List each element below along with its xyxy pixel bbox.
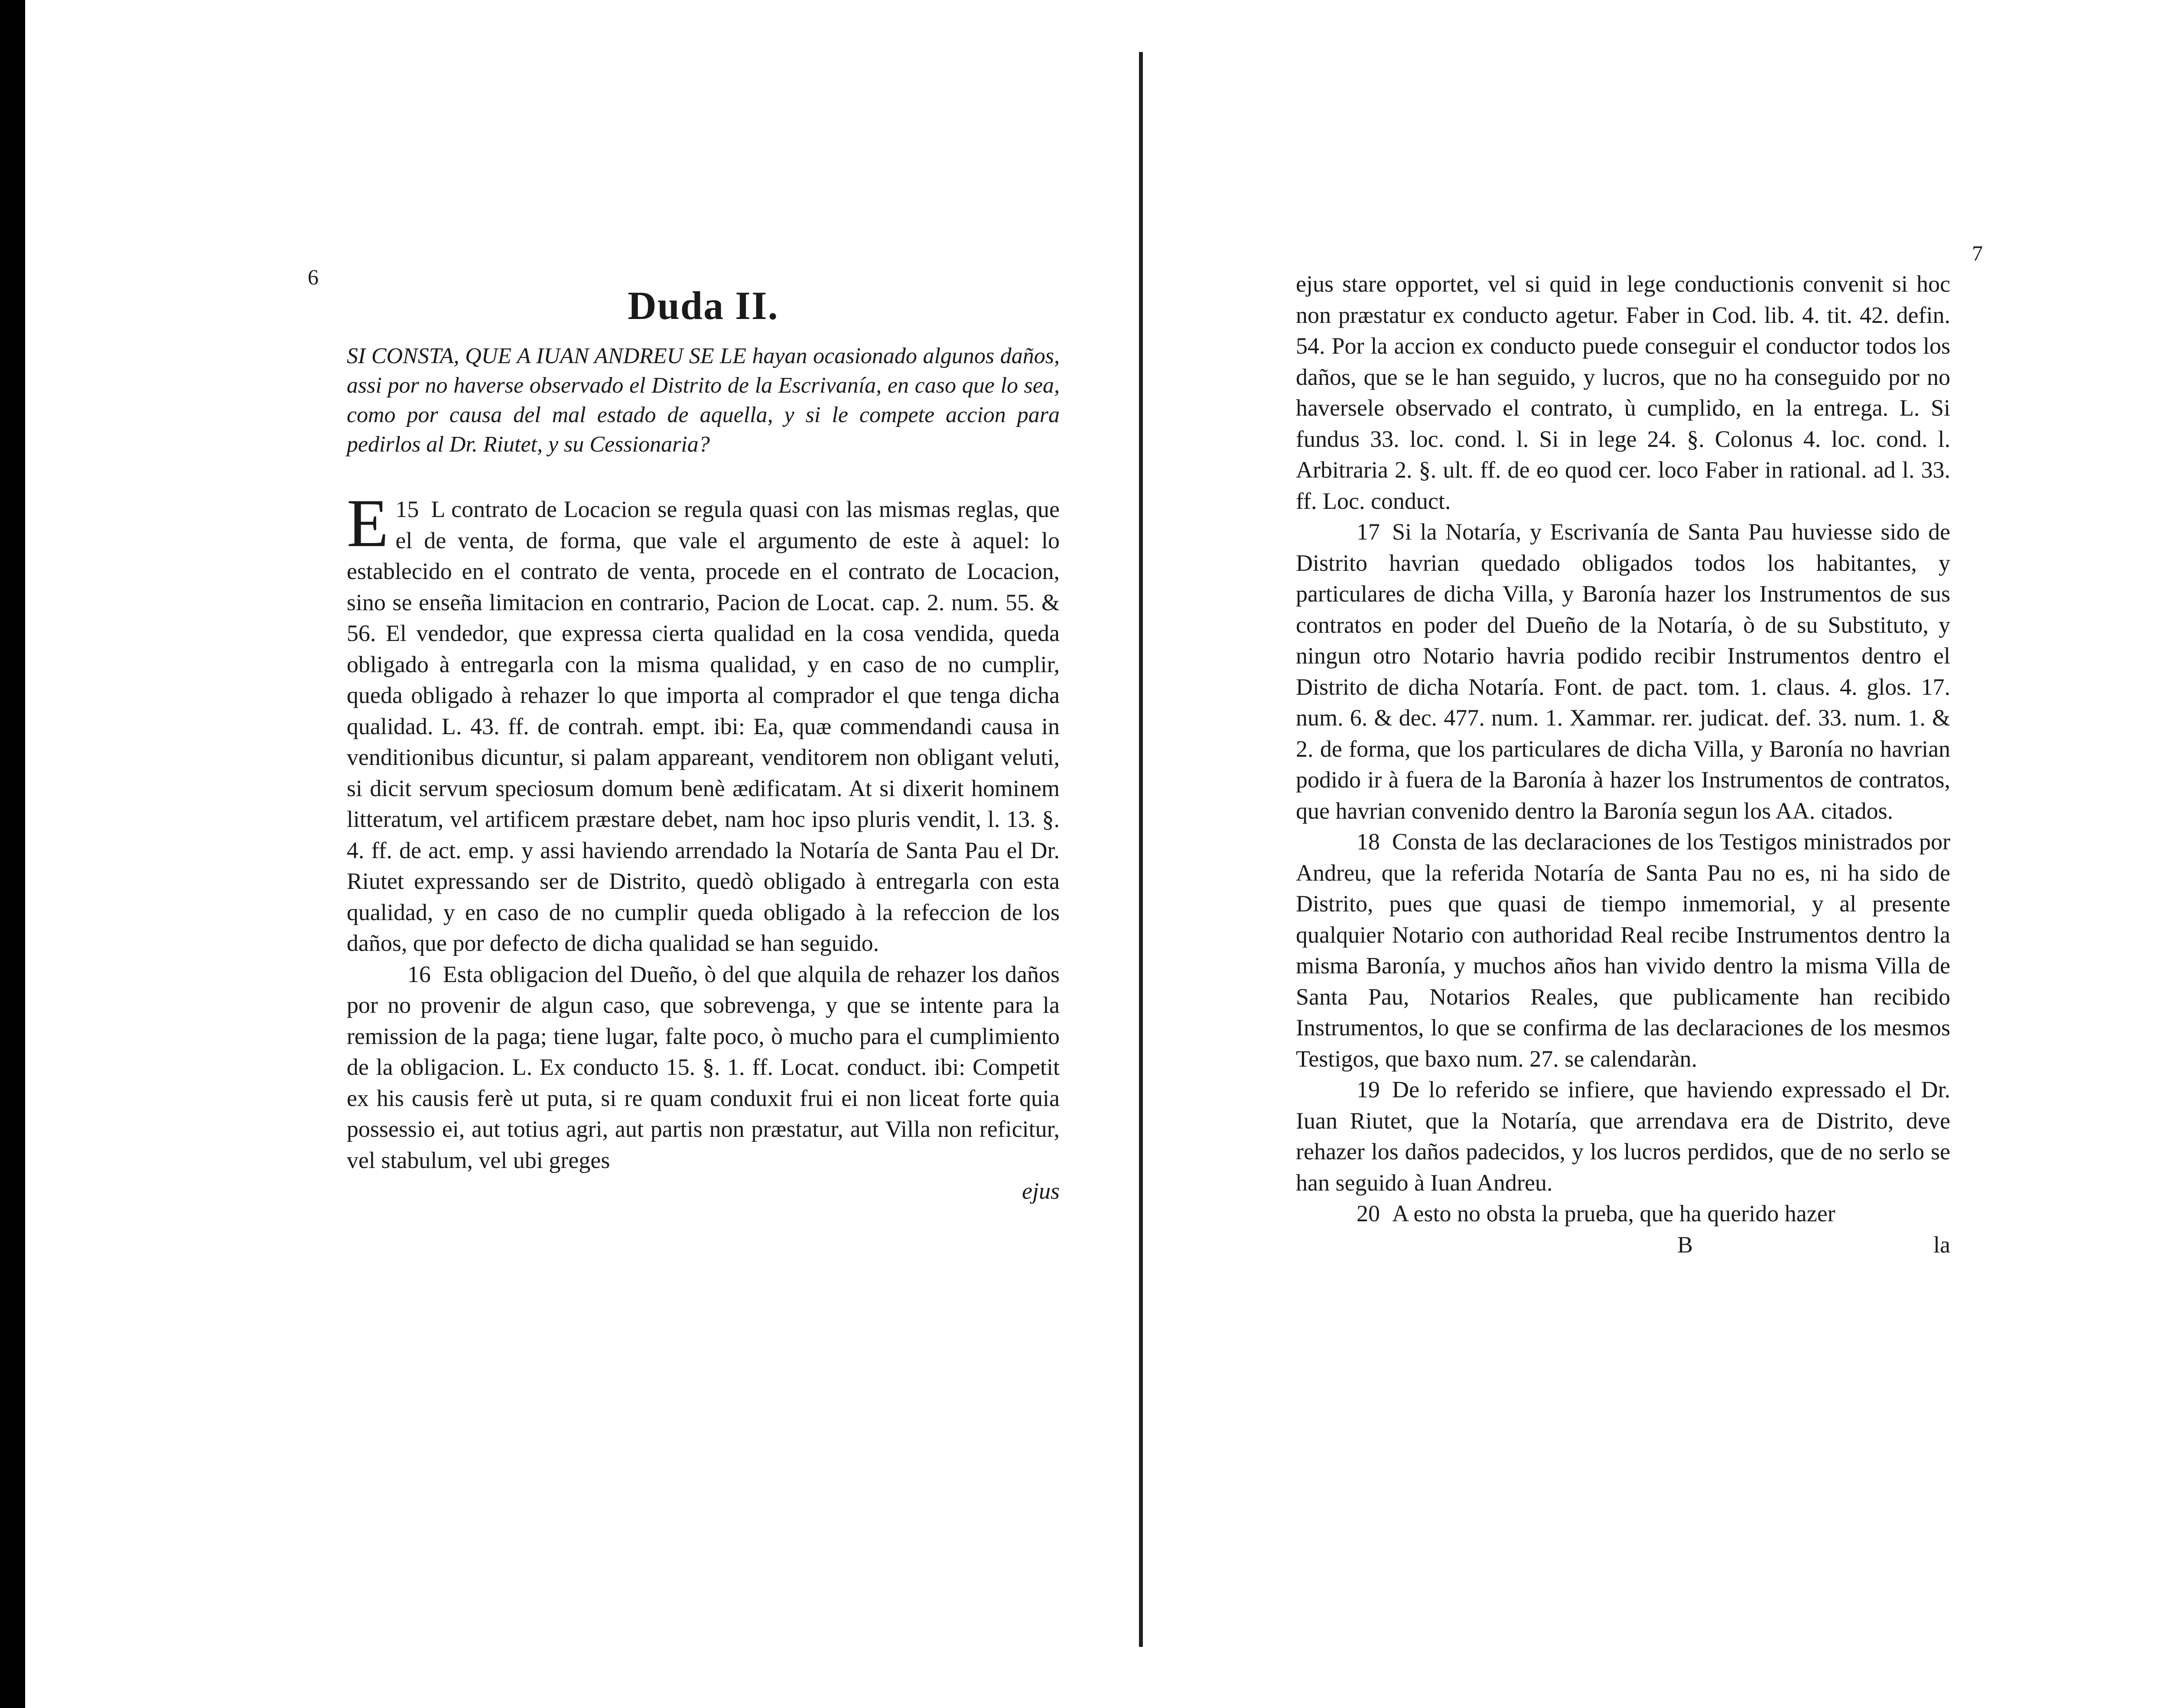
paragraph-number: 19 [1357, 1077, 1380, 1103]
paragraph-text: Esta obligacion del Dueño, ò del que alquila de rehazer los daños por no provenir de algun caso, que sobrevenga, y que se intente para la remission de la paga; tiene lugar, falte poco, ò mucho para el cumplimiento de la obligacion. L. Ex conducto 15. §. 1. ff. Locat. conduct. ibi: Competit ex his causis ferè ut puta, si re quam conduxit frui ei non liceat forte quia possessio ei, aut totius agri, aut partis non præstatur, aut Villa non reficitur, vel stabulum, vel ubi greges [347, 961, 1060, 1173]
paragraph-number: 18 [1357, 829, 1380, 855]
question-heading: SI CONSTA, QUE A IUAN ANDREU SE LE hayan ocasionado algunos daños, assi por no haverse observado el Distrito de la Escrivanía, en caso que lo sea, como por causa del mal estado de aquella, y si le compete accion para pedirlos al Dr. Riutet, y su Cessionaria? [347, 344, 1060, 457]
paragraph-number: 15 [395, 496, 419, 522]
paragraph-20 [1296, 1198, 1950, 1230]
catchword: ejus [1022, 1178, 1060, 1204]
signature-mark: B [1677, 1231, 1693, 1258]
right-text-block [1296, 269, 1950, 1261]
section-title: Duda II. [628, 283, 779, 328]
paragraph-text: L contrato de Locacion se regula quasi con las mismas reglas, que el de venta, de forma, que vale el argumento de este à aquel: lo establecido en el contrato de venta, procede en el contrato de Locacion, sino se enseña limitacion en contrario, Pacion de Locat. cap. 2. num. 55. & 56. El vendedor, que expressa cierta qualidad en la cosa vendida, queda obligado à entregarla con la misma qualidad, y en caso de no cumplir, queda obligado à rehazer lo que importa al comprador el que tenga dicha qualidad. L. 43. ff. de contrah. empt. ibi: Ea, quæ commendandi causa in venditionibus dicuntur, si palam appareant, venditorem non obligant veluti, si dicit servum speciosum domum benè ædificatam. At si dixerit hominem litteratum, vel artificem præstare debet, nam hoc ipso pluris vendit, l. 13. §. 4. ff. de act. emp. y assi haviendo arrendado la Notaría de Santa Pau el Dr. Riutet expressando ser de Distrito, quedò obligado à entregarla con esta qualidad, y en caso de no cumplir queda obligado à la refeccion de los daños, que por defecto de dicha qualidad se han seguido. [347, 496, 1060, 956]
paragraph-text: A esto no obsta la prueba, que ha querido hazer [1392, 1200, 1835, 1227]
catchword: la [1933, 1231, 1950, 1258]
paragraph-17 [1296, 517, 1950, 826]
paragraph-18 [1296, 826, 1950, 1074]
paragraph-number: 17 [1357, 519, 1380, 545]
left-text-block [347, 282, 1060, 1207]
drop-cap: E [347, 485, 389, 561]
right-page [1166, 0, 2167, 1708]
paragraph-number: 16 [407, 961, 431, 987]
paragraph-text: De lo referido se infiere, que haviendo expressado el Dr. Iuan Riutet, que la Notaría, que arrendava era de Distrito, deve rehazer los daños padecidos, y los lucros perdidos, que de no serlo se han seguido à Iuan Andreu. [1296, 1077, 1950, 1196]
paragraph-number: 20 [1357, 1200, 1380, 1227]
left-page [61, 0, 1118, 1708]
page-number: 6 [308, 265, 319, 289]
paragraph-text: Consta de las declaraciones de los Testigos ministrados por Andreu, que la referida Notaría de Santa Pau no es, ni ha sido de Distrito, pues que quasi de tiempo inmemorial, y al presente qualquier Notario con authoridad Real recibe Instrumentos dentro la misma Baronía, y muchos años han vivido dentro la misma Villa de Santa Pau, Notarios Reales, que publicamente han recibido Instrumentos, lo que se confirma de las declaraciones de los mesmos Testigos, que baxo num. 27. se calendaràn. [1296, 829, 1950, 1072]
continuation-text: ejus stare opportet, vel si quid in lege conductionis convenit si hoc non præstatur ex conducto agetur. Faber in Cod. lib. 4. tit. 42. defin. 54. Por la accion ex conducto puede conseguir el conductor todos los daños, que se le han seguido, y lucros, que no ha conseguido por no haversele observado el contrato, ù cumplido, en la entrega. L. Si fundus 33. loc. cond. l. Si in lege 24. §. Colonus 4. loc. cond. l. Arbitraria 2. §. ult. ff. de eo quod cer. loco Faber in rational. ad l. 33. ff. Loc. conduct. [1296, 271, 1950, 514]
paragraph-16 [347, 959, 1060, 1176]
book-spine [1139, 52, 1143, 1647]
paragraph-19 [1296, 1074, 1950, 1198]
paragraph-text: Si la Notaría, y Escrivanía de Santa Pau huviesse sido de Distrito havrian quedado obligados todos los habitantes, y particulares de dicha Villa, y Baronía hazer los Instrumentos de sus contratos en poder del Dueño de la Notaría, ò de su Substituto, y ningun otro Notario havria podido recibir Instrumentos dentro el Distrito de dicha Notaría. Font. de pact. tom. 1. claus. 4. glos. 17. num. 6. & dec. 477. num. 1. Xammar. rer. judicat. def. 33. num. 1. & 2. de forma, que los particulares de dicha Villa, y Baronía no havrian podido ir à fuera de la Baronía à hazer los Instrumentos de contratos, que havrian convenido dentro la Baronía segun los AA. citados. [1296, 519, 1950, 824]
scan-border [0, 0, 25, 1708]
page-footer [1296, 1230, 1950, 1261]
paragraph-15 [347, 485, 1060, 959]
page-number: 7 [1972, 241, 1983, 265]
